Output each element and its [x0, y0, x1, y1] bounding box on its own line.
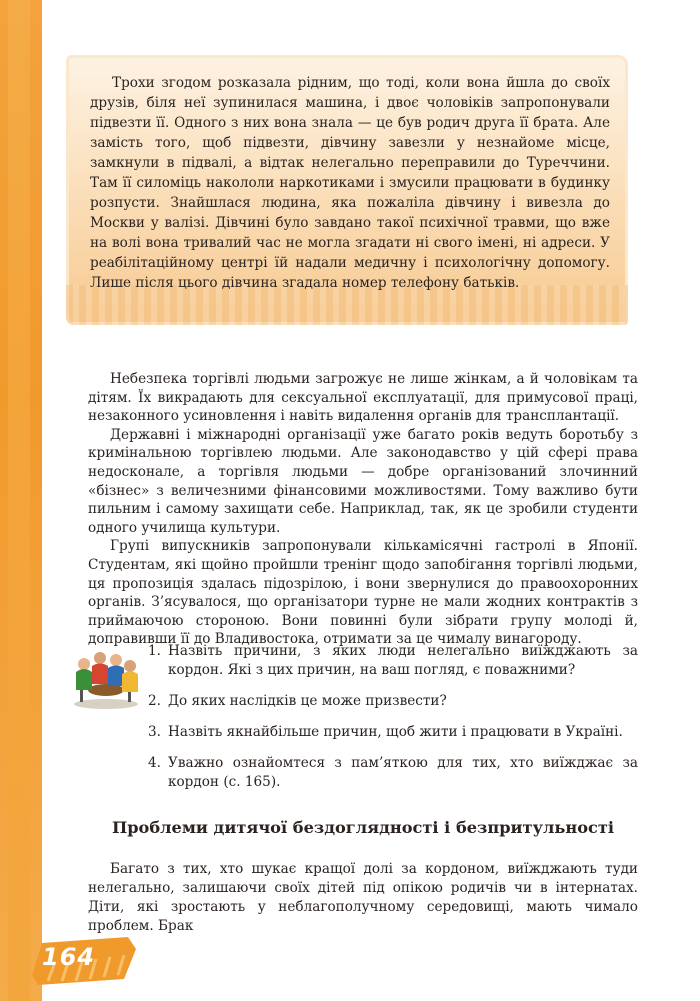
side-accent-inner	[8, 0, 30, 1001]
question-item	[148, 692, 638, 711]
side-accent-strip	[0, 0, 42, 1001]
main-paragraph: Небезпека торгівлі людьми загрожує не лише жінкам, а й чоловікам та дітям. Їх викрадають для сексуальної експлуатації, для примусової праці, незаконного усиновлення і навіть видалення органів для трансплантації.	[88, 371, 638, 425]
question-number: 2.	[148, 693, 161, 709]
questions-list	[148, 642, 638, 804]
question-item	[148, 723, 638, 742]
section-text: Багато з тих, хто шукає кращої долі за кордоном, виїжджають туди нелегально, залишаючи своїх дітей під опікою родичів чи в інтернатах. Діти, які зростають у неблагополучному середовищі, мають чимало проблем. Брак	[88, 861, 638, 934]
story-text: Трохи згодом розказала рідним, що тоді, коли вона йшла до своїх друзів, біля неї зупинилася машина, і двоє чоловіків запропонували підвезти її. Одного з них вона знала — це був родич друга її брата. Але замість того, щоб підвезти, дівчину завезли у незнайоме місце, замкнули в підвалі, а відтак нелегально переправили до Туреччини. Там її силоміць накололи наркотиками і змусили працювати в будинку розпусти. Знайшлася людина, яка пожаліла дівчину і вивезла до Москви у валізі. Дівчині було завдано такої психічної травми, що вже на волі вона тривалий час не могла згадати ні свого імені, ні адреси. У реабілітаційному центрі їй надали медичну і психологічну допомогу. Лише після цього дівчина згадала номер телефону батьків.	[90, 75, 610, 291]
main-paragraph: Державні і міжнародні організації уже багато років ведуть боротьбу з кримінальною торгівлею людьми. Але законодавство у цій сфері права недосконале, а торгівля людьми — добре організований злочинний «бізнес» з величезними фінансовими можливостями. Тому важливо бути пильним і самому захищати себе. Наприклад, так, як це зробили студенти одного училища культури.	[88, 426, 638, 536]
question-text: До яких наслідків це може призвести?	[168, 693, 447, 709]
question-text: Назвіть причини, з яких люди нелегально виїжджають за кордон. Які з цих причин, на ваш погляд, є поважними?	[168, 643, 638, 678]
question-text: Назвіть якнайбільше причин, щоб жити і працювати в Україні.	[168, 724, 623, 740]
question-item	[148, 754, 638, 792]
question-number: 1.	[148, 643, 161, 659]
question-number: 3.	[148, 724, 161, 740]
main-text	[88, 370, 638, 649]
page-number: 164	[42, 943, 96, 971]
question-item	[148, 642, 638, 680]
main-paragraph: Групі випускників запропонували кількамісячні гастролі в Японії. Студентам, які щойно пройшли тренінг щодо запобігання торгівлі людьми, ця пропозиція здалась підозрілою, і вони звернулися до правоохоронних органів. З’ясувалося, що організатори турне не мали жодних контрактів з приймаючою стороною. Вони повинні були зібрати групу молоді й, доправивши її до Владивостока, отримати за це чималу винагороду.	[88, 538, 638, 648]
discussion-group-icon	[70, 646, 142, 710]
section-heading: Проблеми дитячої бездоглядності і безпритульності	[111, 818, 615, 837]
question-text: Уважно ознайомтеся з пам’яткою для тих, хто виїжджає за кордон (с. 165).	[168, 755, 638, 790]
question-number: 4.	[148, 755, 161, 771]
